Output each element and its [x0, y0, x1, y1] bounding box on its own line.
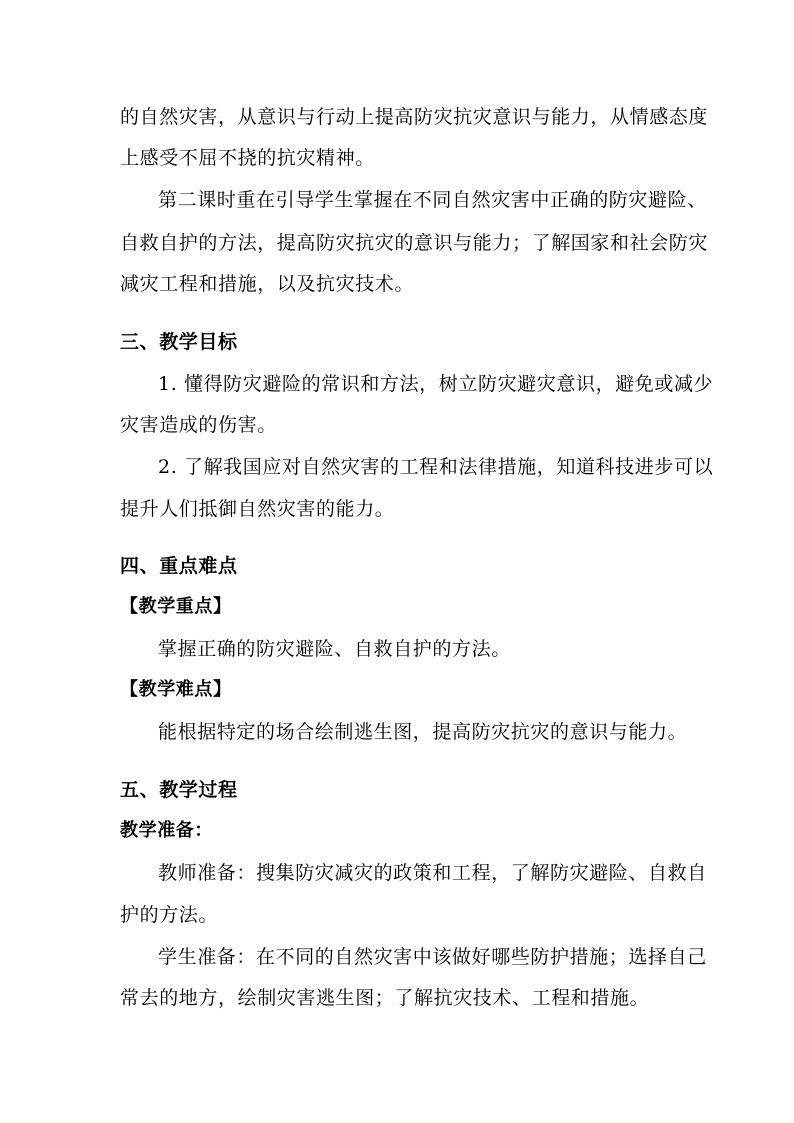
objective-item-continued: 灾害造成的伤害。 — [120, 414, 277, 436]
paragraph-line: 减灾工程和措施，以及抗灾技术。 — [120, 273, 415, 295]
subheading-preparation: 教学准备： — [120, 820, 213, 841]
paragraph-line: 上感受不屈不挠的抗灾精神。 — [120, 147, 375, 169]
objective-item: 1. 懂得防灾避险的常识和方法，树立防灾避灾意识，避免或减少 — [158, 373, 714, 395]
section-heading-objectives: 三、教学目标 — [120, 331, 238, 353]
paragraph-line: 的自然灾害，从意识与行动上提高防灾抗灾意识与能力，从情感态度 — [120, 106, 709, 128]
paragraph-line: 护的方法。 — [120, 904, 219, 926]
paragraph-line: 教师准备：搜集防灾减灾的政策和工程，了解防灾避险、自救自 — [158, 862, 707, 884]
subheading-difficulty: 【教学难点】 — [120, 679, 232, 700]
paragraph-line: 能根据特定的场合绘制逃生图，提高防灾抗灾的意识与能力。 — [158, 721, 688, 743]
objective-item-continued: 提升人们抵御自然灾害的能力。 — [120, 498, 395, 520]
paragraph-line: 自救自护的方法，提高防灾抗灾的意识与能力；了解国家和社会防灾 — [120, 232, 709, 254]
paragraph-line: 学生准备：在不同的自然灾害中该做好哪些防护措施；选择自己 — [158, 946, 707, 968]
section-heading-key-points: 四、重点难点 — [120, 555, 238, 577]
section-heading-process: 五、教学过程 — [120, 779, 238, 801]
paragraph-line: 掌握正确的防灾避险、自救自护的方法。 — [158, 638, 511, 660]
paragraph-line: 常去的地方，绘制灾害逃生图；了解抗灾技术、工程和措施。 — [120, 987, 650, 1009]
objective-item: 2. 了解我国应对自然灾害的工程和法律措施，知道科技进步可以 — [158, 456, 714, 478]
subheading-key-point: 【教学重点】 — [120, 596, 232, 617]
paragraph-line: 第二课时重在引导学生掌握在不同自然灾害中正确的防灾避险、 — [158, 189, 707, 211]
